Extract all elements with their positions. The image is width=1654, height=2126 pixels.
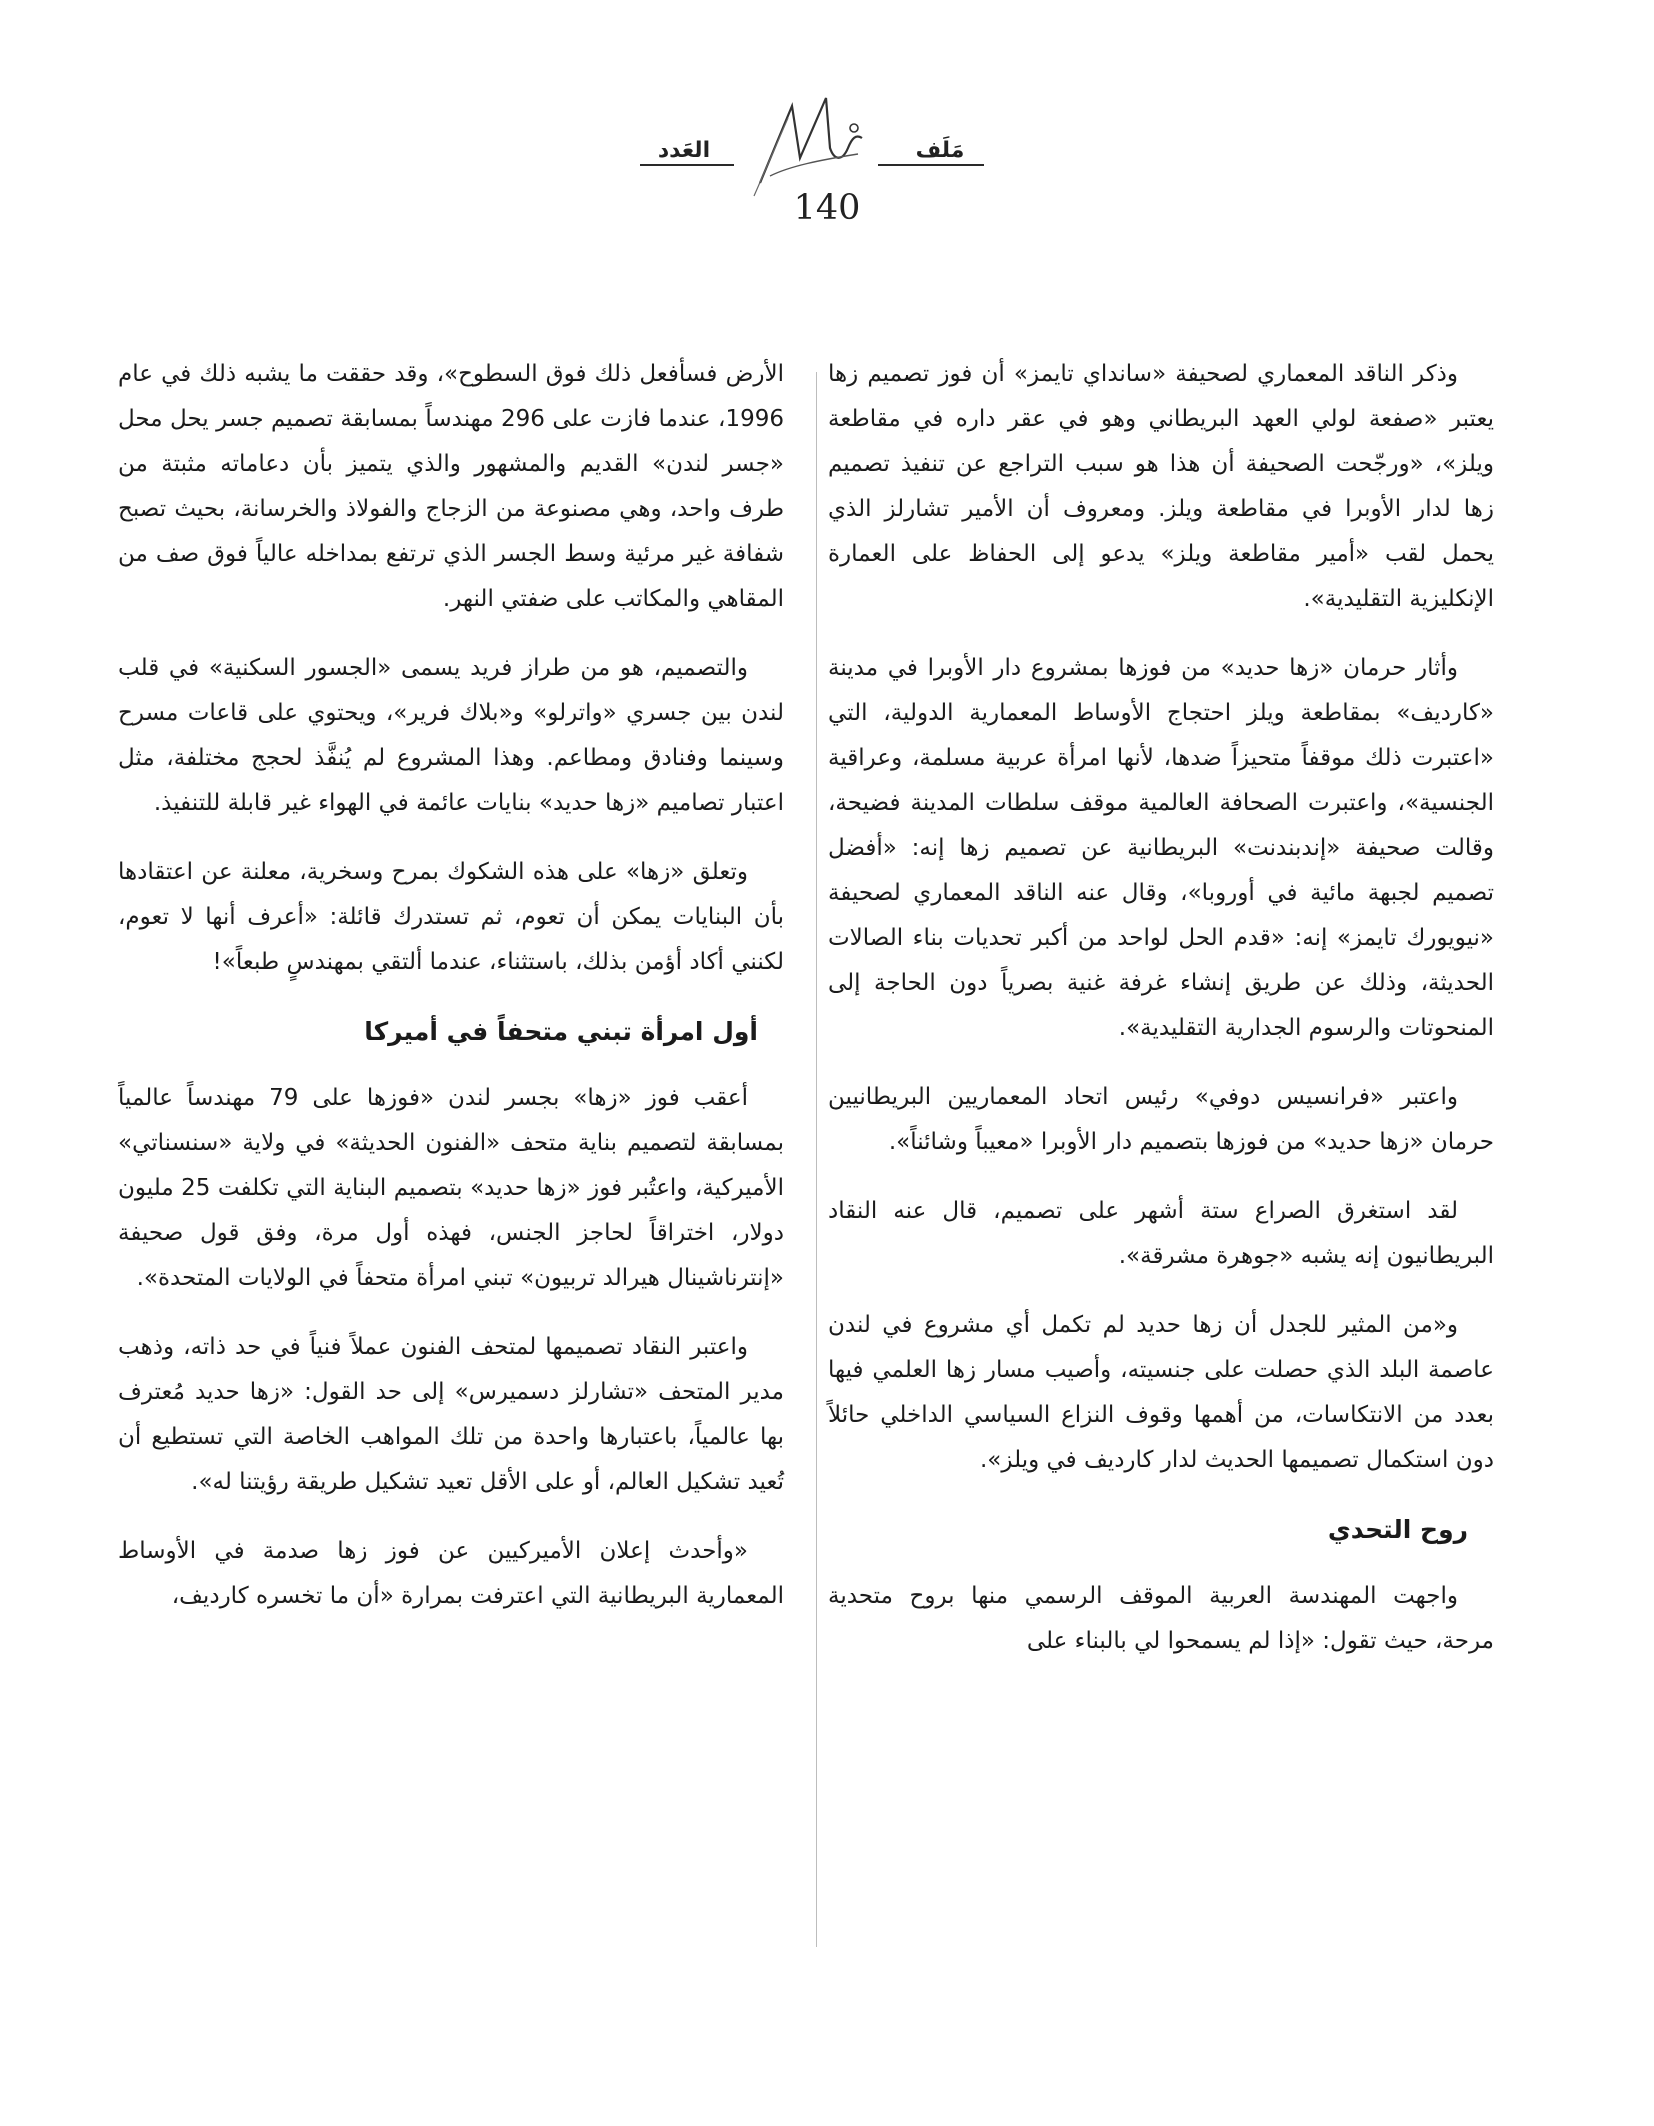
magazine-logo-icon (730, 88, 880, 198)
column-divider (816, 372, 817, 1947)
paragraph: واجهت المهندسة العربية الموقف الرسمي منها بروح متحدية مرحة، حيث تقول: «إذا لم يسمحوا لي بالبناء على (828, 1583, 1494, 1654)
paragraph: وذكر الناقد المعماري لصحيفة «سانداي تايمز» أن فوز تصميم زها يعتبر «صفعة لولي العهد البريطاني وهو في عقر داره في مقاطعة ويلز»، «ورجّحت الصحيفة أن هذا هو سبب التراجع عن تنفيذ تصميم زها لدار الأوبرا في مقاطعة ويلز. ومعروف أن الأمير تشارلز الذي يحمل لقب «أمير مقاطعة ويلز» يدعو إلى الحفاظ على العمارة الإنكليزية التقليدية». (828, 361, 1494, 612)
paragraph: واعتبر «فرانسيس دوفي» رئيس اتحاد المعماريين البريطانيين حرمان «زها حديد» من فوزها بتصميم دار الأوبرا «معيباً وشائناً». (828, 1084, 1494, 1155)
section-label: مَلَف (915, 138, 965, 163)
paragraph: «وأحدث إعلان الأميركيين عن فوز زها صدمة في الأوساط المعمارية البريطانية التي اعترفت بمرارة «أن ما تخسره كارديف، (118, 1538, 784, 1609)
page-header (0, 88, 1654, 238)
paragraph: وتعلق «زها» على هذه الشكوك بمرح وسخرية، معلنة عن اعتقادها بأن البنايات يمكن أن تعوم، ثم تستدرك قائلة: «أعرف أنها لا تعوم، لكنني أكاد أؤمن بذلك، باستثناء، عندما ألتقي بمهندسٍ طبعاً»! (118, 859, 784, 975)
section-heading: أول امرأة تبني متحفاً في أميركا (364, 1017, 758, 1046)
paragraph: والتصميم، هو من طراز فريد يسمى «الجسور السكنية» في قلب لندن بين جسري «واترلو» و«بلاك فرير»، ويحتوي على قاعات مسرح وسينما وفنادق ومطاعم. وهذا المشروع لم يُنفَّذ لحجج مختلفة، مثل اعتبار تصاميم «زها حديد» بنايات عائمة في الهواء غير قابلة للتنفيذ. (118, 655, 784, 816)
section-heading: روح التحدي (1327, 1515, 1468, 1544)
paragraph: وأثار حرمان «زها حديد» من فوزها بمشروع دار الأوبرا في مدينة «كارديف» بمقاطعة ويلز احتجاج الأوساط المعمارية الدولية، التي «اعتبرت ذلك موقفاً متحيزاً ضدها، لأنها امرأة عربية مسلمة، وعراقية الجنسية»، واعتبرت الصحافة العالمية موقف سلطات المدينة فضيحة، وقالت صحيفة «إندبندنت» البريطانية عن تصميم زها إنه: «أفضل تصميم لجبهة مائية في أوروبا»، وقال عنه الناقد المعماري لصحيفة «نيويورك تايمز» إنه: «قدم الحل لواحد من أكبر تحديات بناء الصالات الحديثة، وذلك عن طريق إنشاء غرفة غنية بصرياً دون الحاجة إلى المنحوتات والرسوم الجدارية التقليدية». (828, 655, 1494, 1041)
paragraph: أعقب فوز «زها» بجسر لندن «فوزها على 79 مهندساً عالمياً بمسابقة لتصميم بناية متحف «الفنون الحديثة» في ولاية «سنسناتي» الأميركية، واعتُبر فوز «زها حديد» بتصميم البناية التي تكلفت 25 مليون دولار، اختراقاً لحاجز الجنس، فهذه أول مرة، وفق قول صحيفة «إنترناشينال هيرالد تربيون» تبني امرأة متحفاً في الولايات المتحدة». (118, 1085, 784, 1291)
page-number: 140 (793, 188, 861, 228)
article-column-left (118, 352, 784, 1643)
paragraph: واعتبر النقاد تصميمها لمتحف الفنون عملاً فنياً في حد ذاته، وذهب مدير المتحف «تشارلز دسميرس» إلى حد القول: «زها حديد مُعترف بها عالمياً، باعتبارها واحدة من تلك المواهب الخاصة التي تستطيع أن تُعيد تشكيل العالم، أو على الأقل تعيد تشكيل طريقة رؤيتنا له». (118, 1334, 784, 1495)
header-rule-right (878, 164, 984, 166)
article-column-right (828, 352, 1494, 1688)
header-rule-left (640, 164, 734, 166)
issue-label: العَدد (657, 138, 711, 163)
paragraph: الأرض فسأفعل ذلك فوق السطوح»، وقد حققت ما يشبه ذلك في عام 1996، عندما فازت على 296 مهندساً بمسابقة تصميم جسر يحل محل «جسر لندن» القديم والمشهور والذي يتميز بأن دعاماته مثبتة من طرف واحد، وهي مصنوعة من الزجاج والفولاذ والخرسانة، بحيث تصبح شفافة غير مرئية وسط الجسر الذي ترتفع بمداخله عالياً فوق صف من المقاهي والمكاتب على ضفتي النهر. (118, 361, 784, 612)
paragraph: لقد استغرق الصراع ستة أشهر على تصميم، قال عنه النقاد البريطانيون إنه يشبه «جوهرة مشرقة». (828, 1198, 1494, 1269)
paragraph: و«من المثير للجدل أن زها حديد لم تكمل أي مشروع في لندن عاصمة البلد الذي حصلت على جنسيته، وأصيب مسار زها العلمي فيها بعدد من الانتكاسات، من أهمها وقوف النزاع السياسي الداخلي حائلاً دون استكمال تصميمها الحديث لدار كارديف في ويلز». (828, 1312, 1494, 1473)
